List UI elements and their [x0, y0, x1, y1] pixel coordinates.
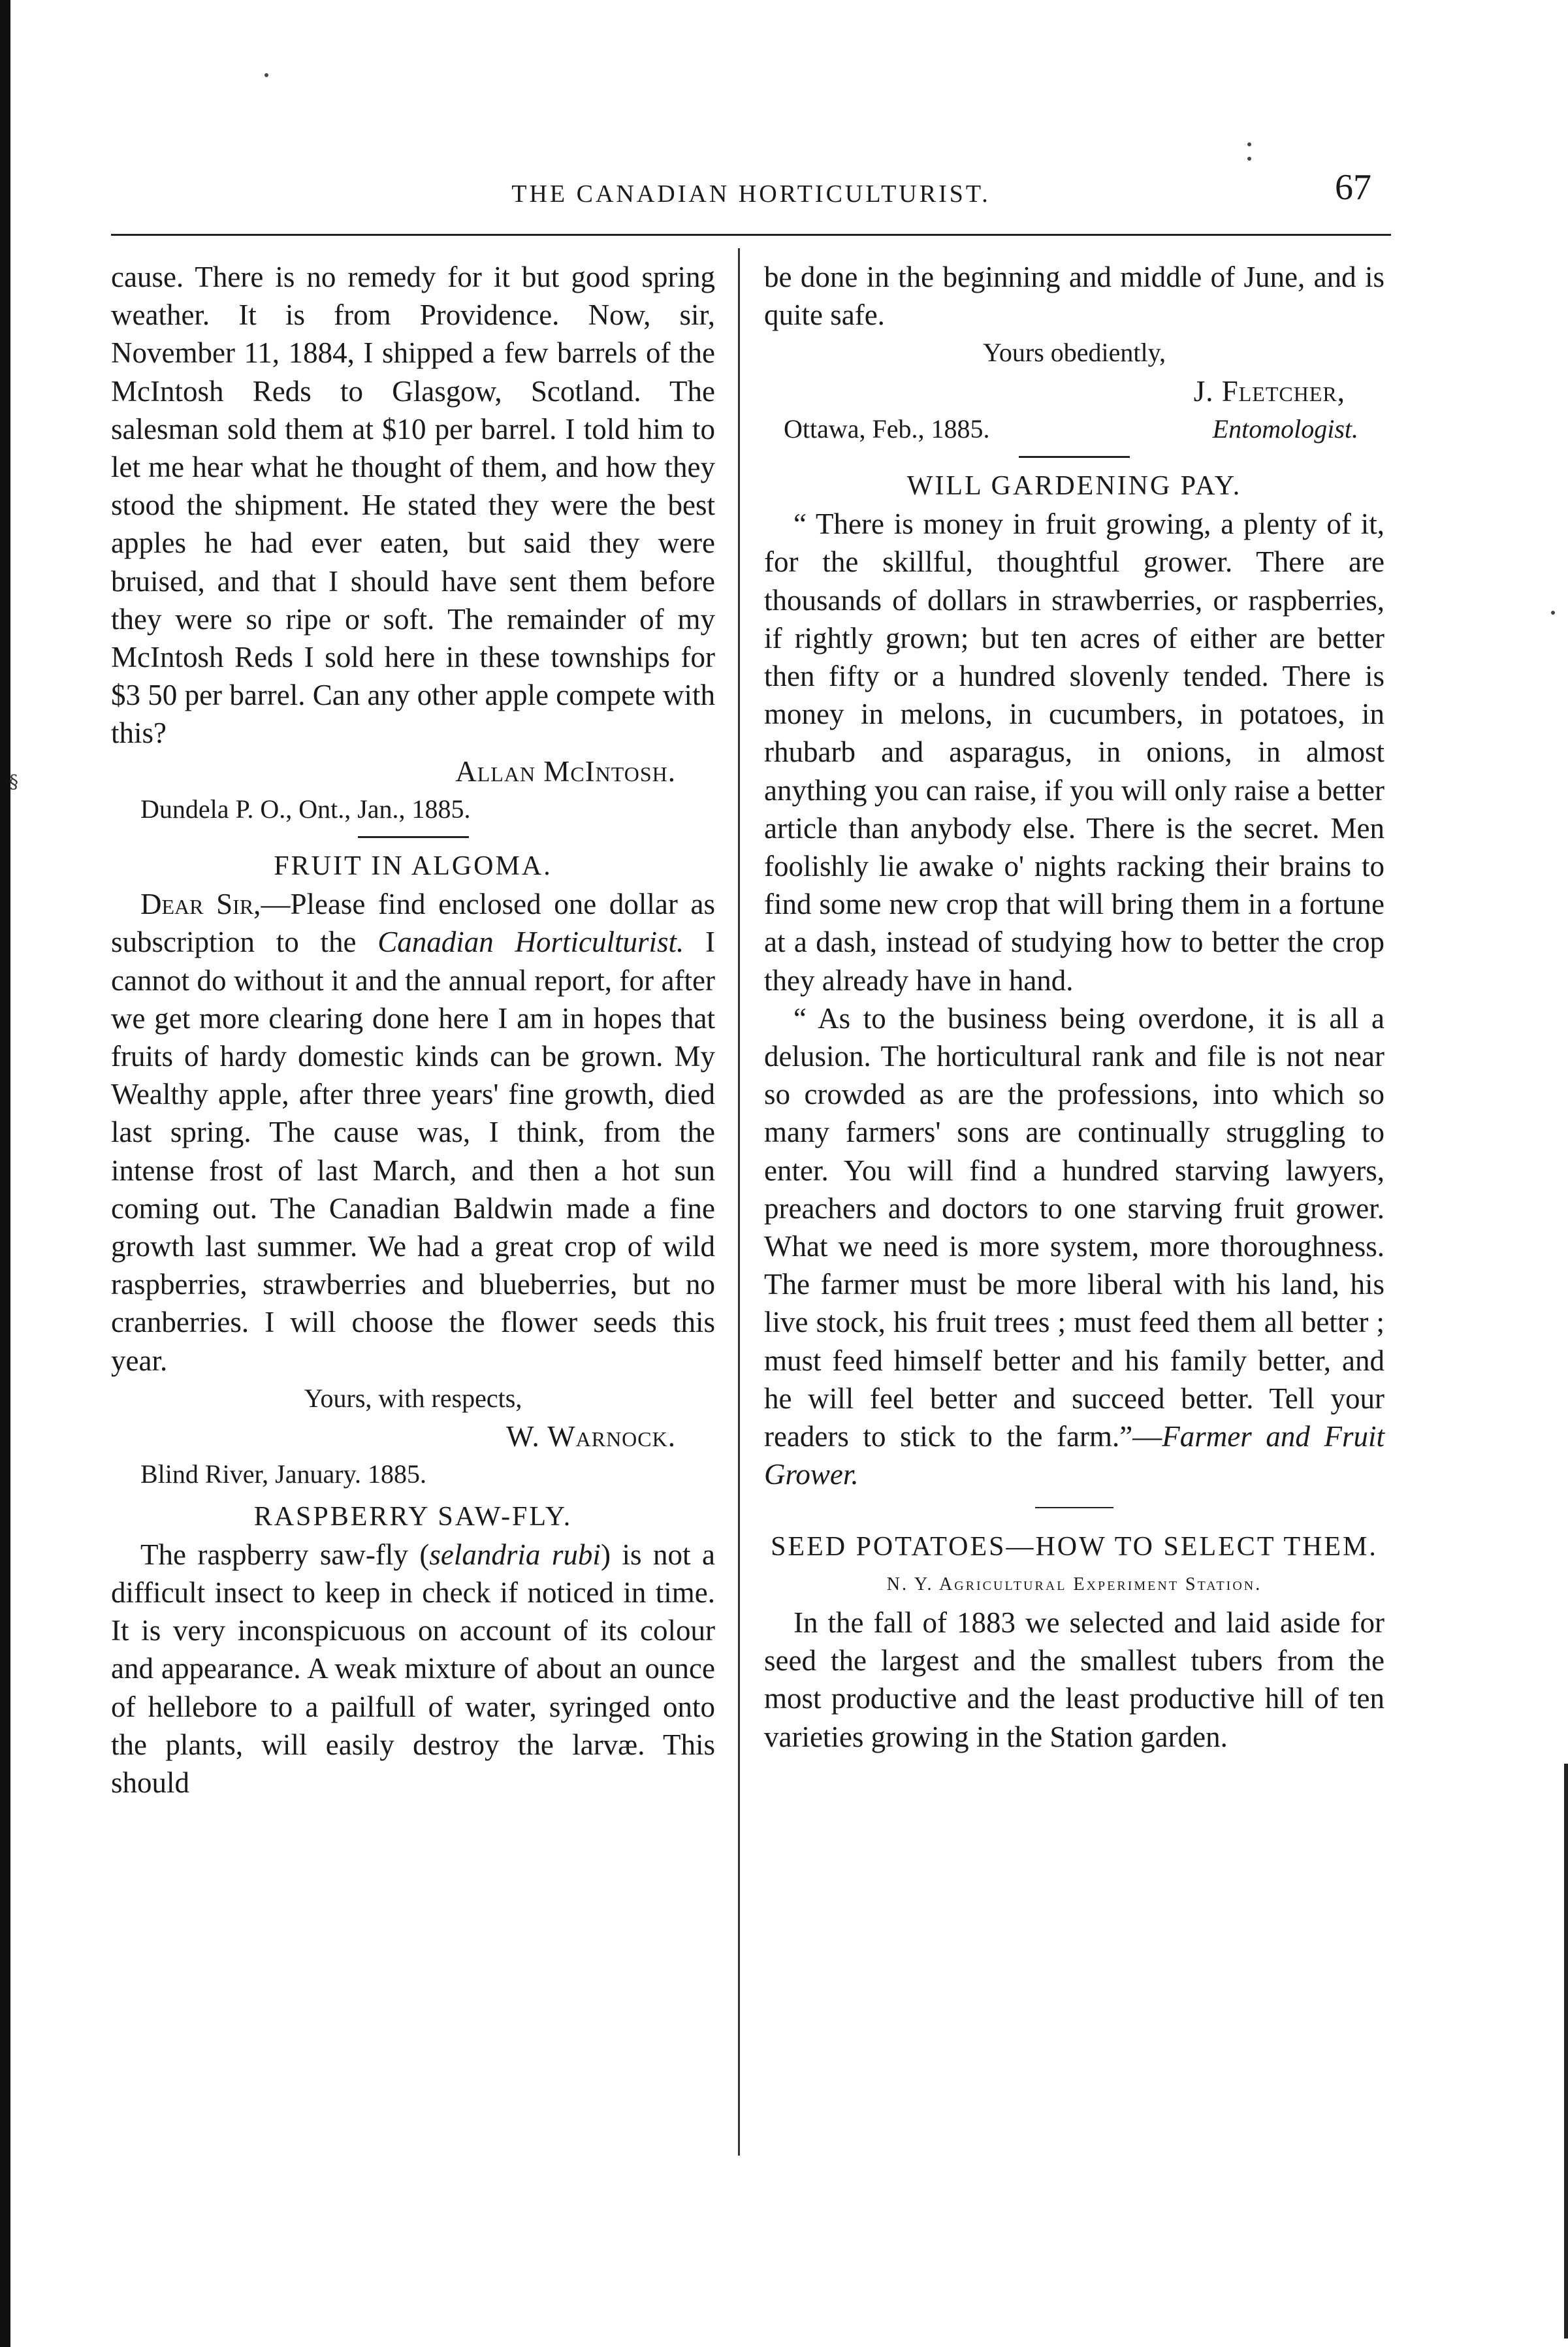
header-rule [111, 234, 1391, 236]
place-date: Ottawa, Feb., 1885. [784, 413, 990, 444]
body-paragraph [111, 1536, 715, 1802]
dateline: Dundela P. O., Ont., Jan., 1885. [140, 794, 471, 824]
section-rule [358, 836, 469, 838]
book-spine-shadow [0, 0, 10, 2347]
dateline: Blind River, January. 1885. [140, 1459, 426, 1489]
closing: Yours obediently, [982, 338, 1166, 368]
page-edge-shadow [1564, 1764, 1568, 2339]
paragraph-text: ) is not a difficult insect to keep in check if noticed in time. It is very inconspicuous on account of its colour and appearance. A weak mixture of about an ounce of hellebore to a pailfull of water, syringed onto the plants, will easily destroy the larvæ. This should [111, 1538, 715, 1799]
signature: W. Warnock. [506, 1420, 676, 1453]
source-citation: Farmer and Fruit Grower. [764, 1420, 1384, 1491]
signature: Allan McIntosh. [455, 754, 676, 788]
section-rule [1019, 456, 1130, 458]
publication-title: Canadian Horticulturist. [377, 926, 684, 959]
section-heading: SEED POTATOES—HOW TO SELECT THEM. [771, 1531, 1378, 1562]
paper-speck [1551, 611, 1555, 615]
body-paragraph [764, 999, 1384, 1494]
paragraph-text: I cannot do without it and the annual report, for after we get more clearing done here I am in hopes that fruits of hardy domestic kinds can be grown. My Wealthy apple, after three years' fine growth, died last spring. The cause was, I think, from the intense frost of last March, and then a hot sun coming out. The Canadian Baldwin made a fine growth last summer. We had a great crop of wild raspberries, strawberries and blueberries, but no cranberries. I will choose the flower seeds this year. [111, 926, 715, 1377]
closing: Yours, with respects, [304, 1383, 522, 1413]
section-heading: RASPBERRY SAW-FLY. [253, 1501, 573, 1532]
column-divider [738, 248, 740, 2156]
station-line: N. Y. Agricultural Experiment Station. [886, 1574, 1262, 1594]
section-rule [1035, 1507, 1113, 1508]
left-column [111, 258, 715, 1802]
body-paragraph: “ There is money in fruit growing, a plenty of it, for the skillful, thoughtful grower. There are thousands of dollars in strawberries, or raspberries, if rightly grown; but ten acres of either are better then fifty or a hundred slovenly tended. There is money in melons, in cucumbers, in potatoes, in rhubarb and asparagus, in onions, in almost anything you can raise, if you will only raise a better article than anybody else. There is the secret. Men foolishly lie awake o' nights racking their brains to find some new crop that will bring them in a fortune at a dash, instead of studying how to better the crop they already have in hand. [764, 508, 1384, 997]
page-number: 67 [1335, 167, 1371, 208]
signer-title: Entomologist. [1212, 413, 1358, 444]
paper-speck [264, 73, 268, 77]
paragraph-text: The raspberry saw-fly ( [140, 1538, 430, 1571]
right-column [764, 258, 1384, 1756]
page-header [111, 167, 1391, 225]
salutation: Dear Sir, [140, 888, 261, 921]
running-title: THE CANADIAN HORTICULTURIST. [511, 180, 991, 208]
paper-speck [1247, 142, 1251, 146]
body-paragraph [111, 885, 715, 1380]
body-paragraph: In the fall of 1883 we selected and laid aside for seed the largest and the smallest tubers from the most productive and the least productive hill of ten varieties growing in the Station garden. [764, 1606, 1384, 1753]
paragraph-text: —Please find enclosed one dollar as subscription to the [111, 888, 715, 959]
section-heading: WILL GARDENING PAY. [906, 471, 1242, 502]
body-paragraph: cause. There is no remedy for it but good spring weather. It is from Providence. Now, sir, November 11, 1884, I shipped a few barrels of the McIntosh Reds to Glasgow, Scotland. The salesman sold them at $10 per barrel. I told him to let me hear what he thought of them, and how they stood the shipment. He stated they were the best apples he had ever eaten, but said they were bruised, and that I should have sent them before they were so ripe or soft. The remainder of my McIntosh Reds I sold here in these townships for $3 50 per barrel. Can any other apple compete with this? [111, 261, 715, 750]
body-paragraph: be done in the beginning and middle of June, and is quite safe. [764, 261, 1384, 332]
signoff-row [764, 410, 1384, 448]
paragraph-text: “ As to the business being overdone, it is all a delusion. The horticultural rank and file is not near so crowded as are the professions, into which so many farmers' sons are continually struggling to enter. You will find a hundred starving lawyers, preachers and doctors to one starving fruit grower. What we need is more system, more thoroughness. The farmer must be more liberal with his land, his live stock, his fruit trees ; must feed them all better ; must feed himself better and his family better, and he will feel better and succeed better. Tell your readers to stick to the farm.”— [764, 1001, 1384, 1453]
latin-name: selandria rubi [429, 1538, 601, 1571]
signature: J. Fletcher, [1193, 374, 1345, 408]
section-heading: FRUIT IN ALGOMA. [274, 851, 552, 882]
paper-speck [1247, 157, 1251, 161]
spine-margin-mark: § [9, 771, 18, 792]
